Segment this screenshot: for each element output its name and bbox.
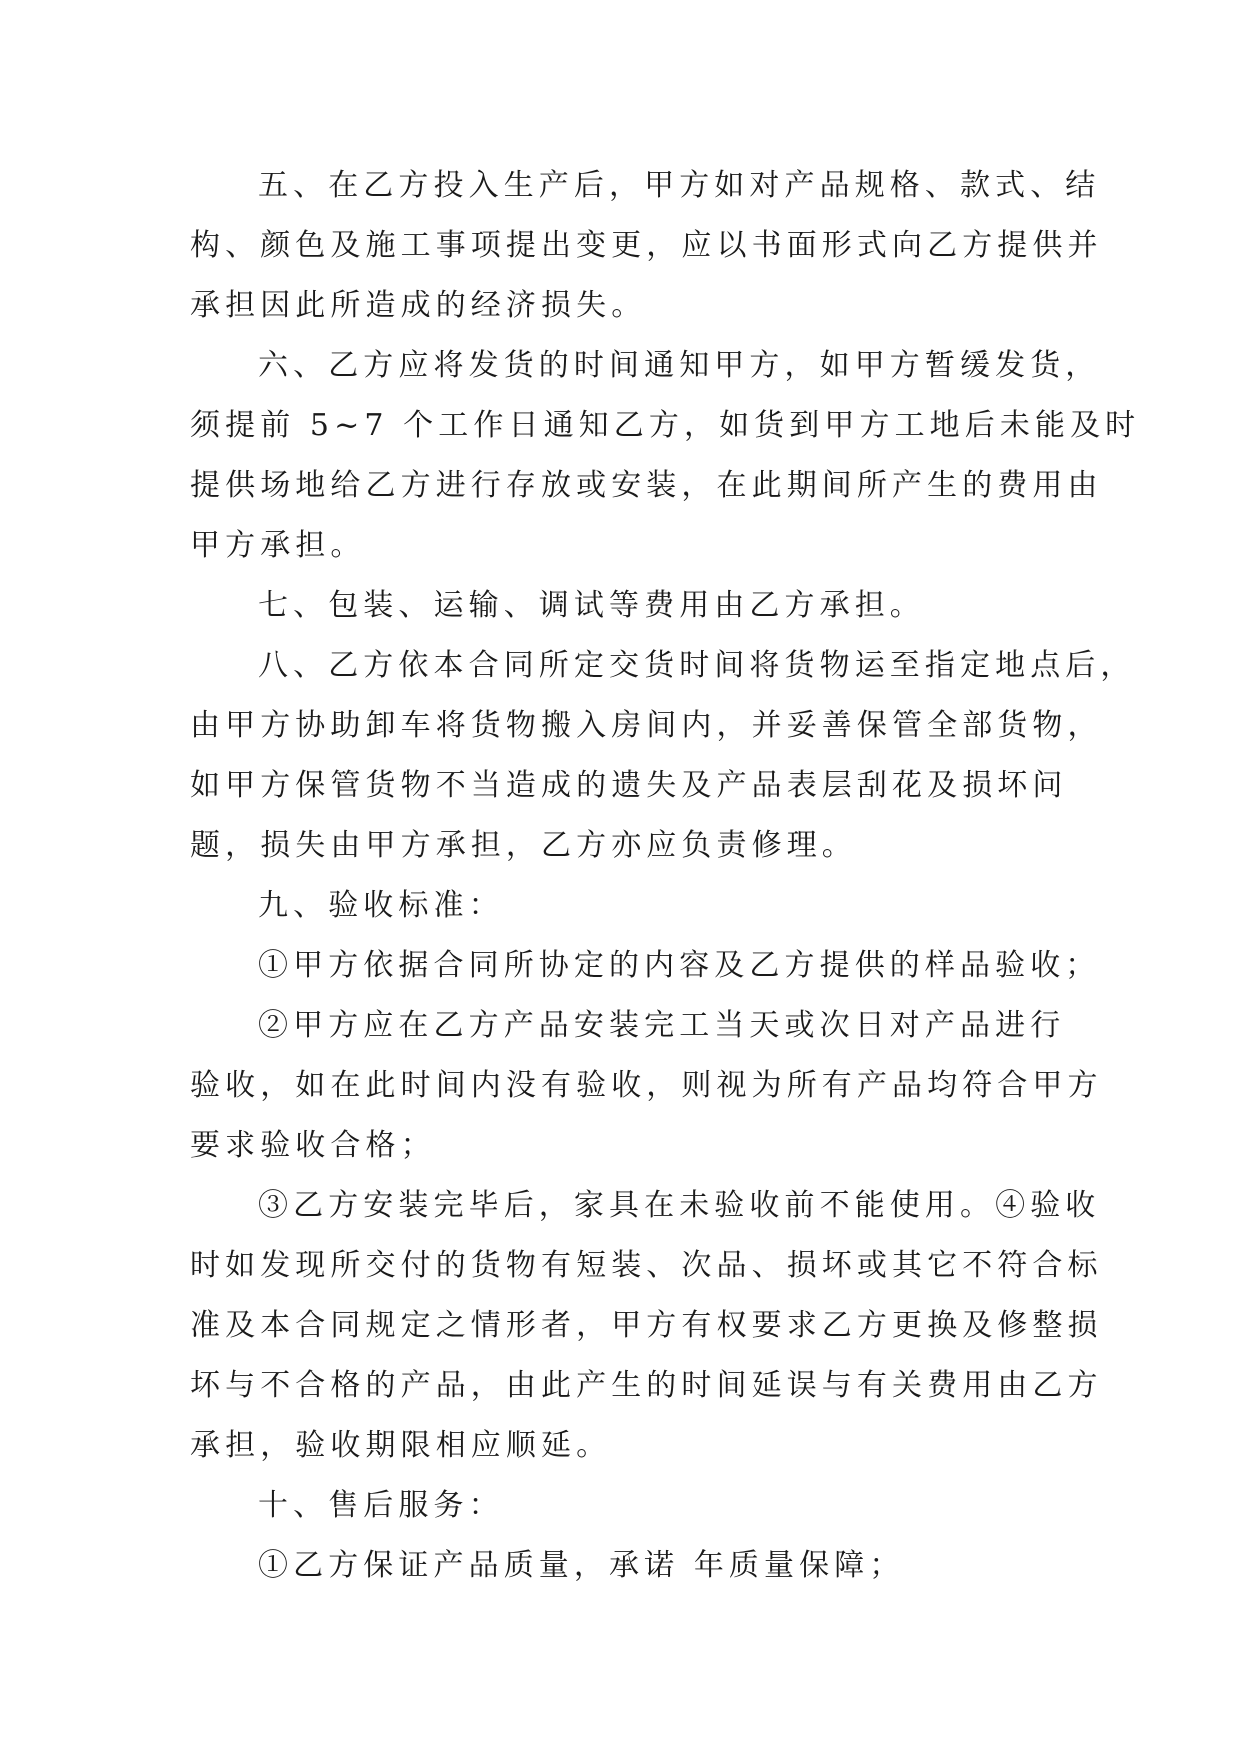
- clause-9-item-3-line-4: 坏与不合格的产品，由此产生的时间延误与有关费用由乙方: [190, 1368, 1103, 1403]
- clause-10-heading: 十、售后服务：: [258, 1488, 504, 1523]
- clause-8-line-2: 由甲方协助卸车将货物搬入房间内，并妥善保管全部货物，: [190, 708, 1103, 743]
- clause-6-line-3: 提供场地给乙方进行存放或安装，在此期间所产生的费用由: [190, 468, 1103, 503]
- clause-5-line-1: 五、在乙方投入生产后，甲方如对产品规格、款式、结: [258, 168, 1101, 203]
- clause-9-item-1: ①甲方依据合同所协定的内容及乙方提供的样品验收；: [258, 948, 1101, 983]
- clause-9-item-3-line-5: 承担，验收期限相应顺延。: [190, 1428, 612, 1463]
- clause-9-heading: 九、验收标准：: [258, 888, 504, 923]
- clause-5-line-2: 构、颜色及施工事项提出变更，应以书面形式向乙方提供并: [190, 228, 1103, 263]
- clause-8-line-4: 题，损失由甲方承担，乙方亦应负责修理。: [190, 828, 857, 863]
- clause-7-line-1: 七、包装、运输、调试等费用由乙方承担。: [258, 588, 925, 623]
- clause-6-line-2: 须提前 5~7 个工作日通知乙方，如货到甲方工地后未能及时: [190, 408, 1141, 443]
- clause-9-item-2-line-2: 验收，如在此时间内没有验收，则视为所有产品均符合甲方: [190, 1068, 1103, 1103]
- clause-9-item-3-line-3: 准及本合同规定之情形者，甲方有权要求乙方更换及修整损: [190, 1308, 1103, 1343]
- clause-8-line-1: 八、乙方依本合同所定交货时间将货物运至指定地点后，: [258, 648, 1136, 683]
- clause-10-item-1: ①乙方保证产品质量，承诺 年质量保障；: [258, 1548, 905, 1583]
- clause-9-item-3-line-1: ③乙方安装完毕后，家具在未验收前不能使用。④验收: [258, 1188, 1101, 1223]
- clause-6-line-4: 甲方承担。: [190, 528, 366, 563]
- clause-6-line-1: 六、乙方应将发货的时间通知甲方，如甲方暂缓发货，: [258, 348, 1101, 383]
- clause-9-item-2-line-1: ②甲方应在乙方产品安装完工当天或次日对产品进行: [258, 1008, 1066, 1043]
- clause-9-item-3-line-2: 时如发现所交付的货物有短装、次品、损坏或其它不符合标: [190, 1248, 1103, 1283]
- clause-9-item-2-line-3: 要求验收合格；: [190, 1128, 436, 1163]
- clause-5-line-3: 承担因此所造成的经济损失。: [190, 288, 647, 323]
- clause-8-line-3: 如甲方保管货物不当造成的遗失及产品表层刮花及损坏问: [190, 768, 1068, 803]
